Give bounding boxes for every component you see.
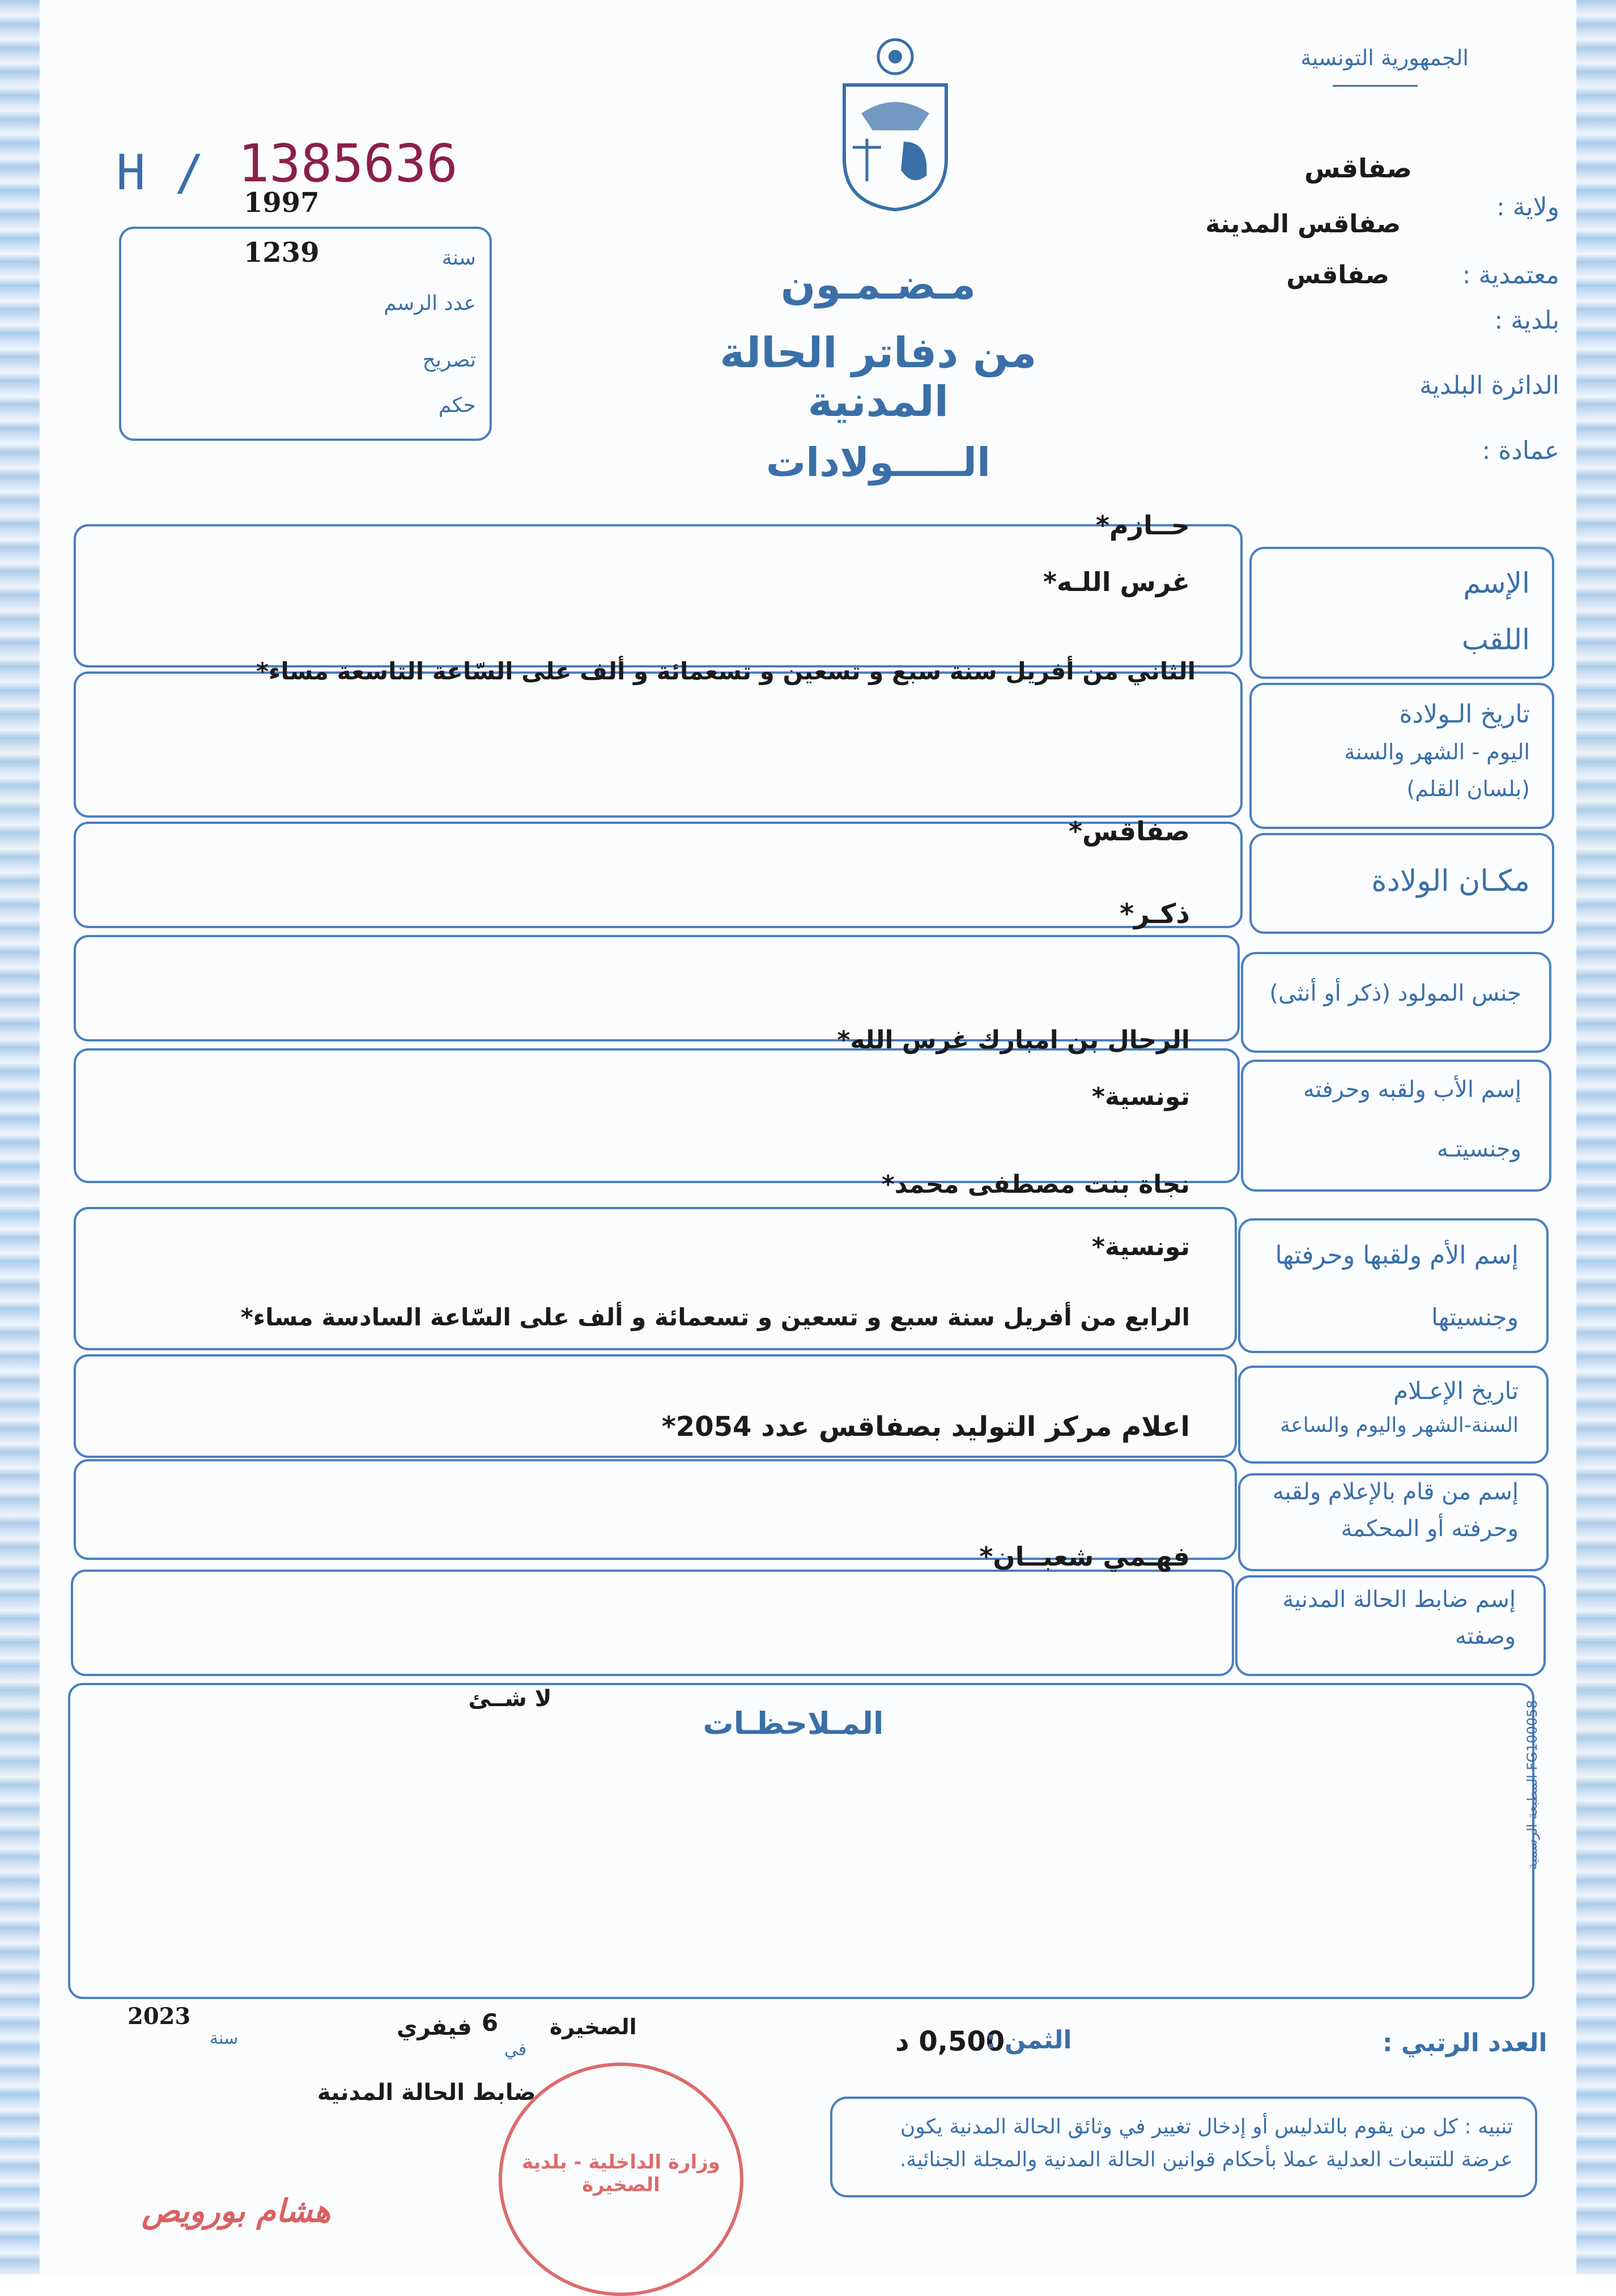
label-name: الإسم (1463, 567, 1530, 599)
value-surname: غرس اللـه* (1043, 567, 1190, 597)
label-father-sub: وجنسيتـه (1436, 1136, 1521, 1162)
value-mother: نجاة بنت مصطفى محمد* (881, 1170, 1190, 1199)
label-birthplace: مكـان الولادة (1371, 864, 1530, 898)
label-officer-sub: وصفته (1455, 1623, 1516, 1649)
value-box-father (74, 1048, 1240, 1183)
republic-divider (1333, 85, 1418, 87)
label-father: إسم الأب ولقبه وحرفته (1303, 1077, 1521, 1103)
serial-prefix: H / (116, 144, 205, 201)
price-value: 0,500 د (895, 2026, 1005, 2057)
mutamadiya-value: صفاقس المدينة (1205, 210, 1401, 239)
label-declaration-date: تاريخ الإعـلام (1393, 1377, 1519, 1405)
title-line2: من دفاتر الحالة المدنية (720, 329, 1037, 426)
judgment-label: حكم (438, 394, 476, 417)
value-father: الرحال بن امبارك غرس الله* (837, 1026, 1190, 1055)
label-mother: إسم الأم ولقبها وحرفتها (1275, 1241, 1519, 1270)
remarks-value: لا شــئ (468, 1686, 552, 1712)
label-officer: إسم ضابط الحالة المدنية (1282, 1587, 1516, 1613)
footer-year: 2023 (127, 2003, 191, 2030)
label-birthdate: تاريخ الـولادة (1399, 700, 1530, 729)
daira-label: الدائرة البلدية (1419, 371, 1559, 400)
baladiya-label: بلدية : (1494, 306, 1559, 335)
notice-text: تنبيه : كل من يقوم بالتدليس أو إدخال تغيير في وثائق الحالة المدنية يكون عرضة للتتبعات العدلية عملا بأحكام قوانين الحالة المدنية والمجلة الجنائية. (899, 2115, 1513, 2171)
declaration-label: تصريح (422, 348, 476, 372)
registry-year-value: 1997 (244, 187, 320, 219)
label-surname: اللقب (1461, 623, 1530, 656)
value-birthdate: الثاني من أفريل سنة سبع و تسعين و تسعمائة و ألف على السّاعة التاسعة مساء* (256, 657, 1196, 685)
official-stamp (499, 2063, 743, 2296)
value-box-officer (71, 1570, 1234, 1676)
value-birthplace: صفاقس* (1068, 816, 1190, 847)
officer-title: ضابط الحالة المدنية (317, 2080, 536, 2106)
value-officer: فهـمي شعبــان* (979, 1541, 1190, 1572)
mutamadiya-label: معتمدية : (1462, 261, 1559, 290)
label-box-mother (1238, 1218, 1549, 1353)
value-mother-nationality: تونسية* (1091, 1232, 1190, 1261)
value-sex: ذكـر* (1120, 898, 1190, 930)
wilaya-label: ولاية : (1496, 193, 1559, 222)
label-birthdate-sub: اليوم - الشهر والسنة (1344, 739, 1530, 764)
printer-mark: المطبعة الرسمية FG100058 (1524, 1700, 1540, 1870)
footer-year-label: سنة (210, 2029, 239, 2048)
stamp-text: وزارة الداخلية - بلدية الصخيرة (522, 2151, 720, 2196)
label-declarant: إسم من قام بالإعلام ولقبه (1273, 1479, 1519, 1505)
rank-label: العدد الرتبي : (1383, 2029, 1547, 2057)
value-declaration-date: الرابع من أفريل سنة سبع و تسعين و تسعمائة و ألف على السّاعة السادسة مساء* (240, 1303, 1190, 1331)
value-box-birthdate (74, 671, 1243, 818)
label-sex: جنس المولود (ذكر أو أنثى) (1269, 980, 1521, 1006)
wilaya-value: صفاقس (1304, 153, 1412, 184)
value-declarant: اعلام مركز التوليد بصفاقس عدد 2054* (661, 1411, 1190, 1443)
footer-month: فيفري (397, 2014, 472, 2040)
registry-number-value: 1239 (244, 237, 320, 269)
footer-in-label: في (504, 2040, 527, 2060)
title-line1: مـضـمـون (780, 261, 976, 308)
footer-place: الصخيرة (550, 2014, 637, 2039)
value-father-nationality: تونسية* (1091, 1082, 1190, 1111)
label-birthdate-hint: (بلسان القلم) (1406, 776, 1530, 801)
price-label: الثمن : (986, 2026, 1072, 2055)
registry-year-label: سنة (441, 246, 476, 270)
baladiya-value: صفاقس (1286, 261, 1389, 290)
tunisia-emblem-icon (833, 34, 958, 215)
signature: هشام بورويص (142, 2193, 331, 2230)
serial-number: 1385636 (238, 133, 458, 194)
title-line3: الـــــولادات (766, 439, 991, 486)
guilloche-border-right (1576, 0, 1616, 2274)
value-name: حــازم* (1095, 510, 1190, 541)
footer-day: 6 (482, 2009, 499, 2036)
guilloche-border-left (0, 0, 40, 2274)
label-mother-sub: وجنسيتها (1431, 1303, 1519, 1331)
label-declarant-sub: وحرفته أو المحكمة (1341, 1516, 1519, 1542)
label-declaration-date-sub: السنة-الشهر واليوم والساعة (1280, 1414, 1519, 1437)
remarks-label: المـلاحظـات (703, 1706, 884, 1741)
imada-label: عمادة : (1482, 436, 1559, 465)
registry-number-label: عدد الرسم (384, 292, 476, 315)
republic-label: الجمهورية التونسية (1300, 45, 1469, 70)
